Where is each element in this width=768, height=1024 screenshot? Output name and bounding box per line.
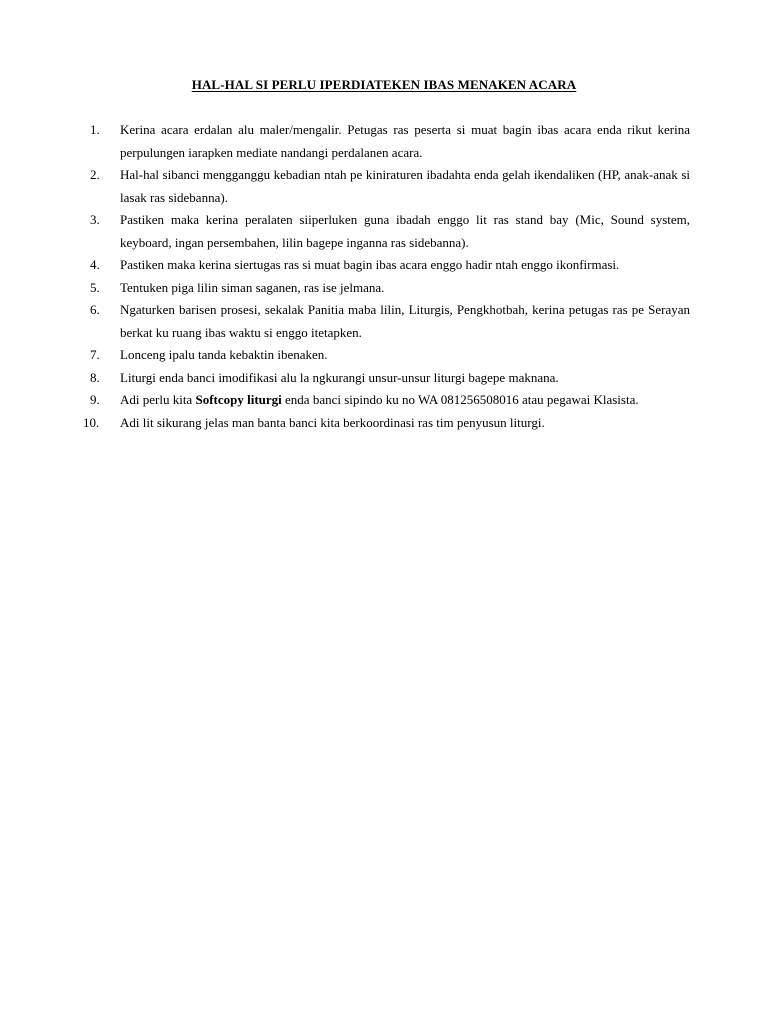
list-item-text: Adi lit sikurang jelas man banta banci kita berkoordinasi ras tim penyusun liturgi. xyxy=(120,414,545,430)
list-item xyxy=(90,367,690,390)
softcopy-liturgi-bold-text: Softcopy liturgi xyxy=(195,392,282,407)
list-item-text: Liturgi enda banci imodifikasi alu la ngkurangi unsur-unsur liturgi bagepe maknana. xyxy=(120,369,559,385)
list-item-number: 1. xyxy=(90,122,100,137)
list-item-number: 2. xyxy=(90,167,100,182)
list-item-text: Pastiken maka kerina siertugas ras si muat bagin ibas acara enggo hadir ntah enggo ikonfirmasi. xyxy=(120,257,620,272)
list-item-text-after: enda banci sipindo ku no WA 081256508016 atau pegawai Klasista. xyxy=(281,392,639,407)
page-title: HAL-HAL SI PERLU IPERDIATEKEN IBAS MENAKEN ACARA xyxy=(191,77,577,92)
list-item-number: 4. xyxy=(90,257,100,272)
numbered-list xyxy=(83,119,690,434)
list-item-text: Tentuken piga lilin siman saganen, ras ise jelmana. xyxy=(120,279,385,295)
list-item-number: 8. xyxy=(90,369,100,385)
list-item xyxy=(90,299,690,344)
list-item xyxy=(90,119,690,164)
list-item xyxy=(90,344,690,367)
list-item-text: Ngaturken barisen prosesi, sekalak Panitia maba lilin, Liturgis, Pengkhotbah, kerina petugas ras pe Serayan berkat ku ruang ibas waktu si enggo itetapken. xyxy=(120,302,690,340)
list-item xyxy=(90,254,690,277)
list-item xyxy=(90,209,690,254)
list-item-number: 3. xyxy=(90,212,100,227)
list-item xyxy=(90,277,690,300)
list-item-text-before: Adi perlu kita xyxy=(120,392,196,407)
list-item-number: 7. xyxy=(90,347,100,362)
list-item-number: 5. xyxy=(90,279,100,295)
list-item xyxy=(83,412,690,435)
list-item-number: 6. xyxy=(90,302,100,317)
list-item-text: Pastiken maka kerina peralaten siiperluken guna ibadah enggo lit ras stand bay (Mic, Sound system, keyboard, ingan persembahen, lilin bagepe inganna ras sidebanna). xyxy=(120,212,690,250)
list-item-text: Hal-hal sibanci mengganggu kebadian ntah pe kiniraturen ibadahta enda gelah ikendaliken (HP, anak-anak si lasak ras sidebanna). xyxy=(120,167,690,205)
list-item-text: Lonceng ipalu tanda kebaktin ibenaken. xyxy=(120,347,328,362)
list-item-number: 10. xyxy=(83,414,100,430)
list-item xyxy=(90,389,690,412)
list-item xyxy=(90,164,690,209)
list-item-number: 9. xyxy=(90,392,100,407)
list-item-text: Kerina acara erdalan alu maler/mengalir. Petugas ras peserta si muat bagin ibas acara enda rikut kerina perpulungen iarapken mediate nandangi perdalanen acara. xyxy=(120,122,690,160)
